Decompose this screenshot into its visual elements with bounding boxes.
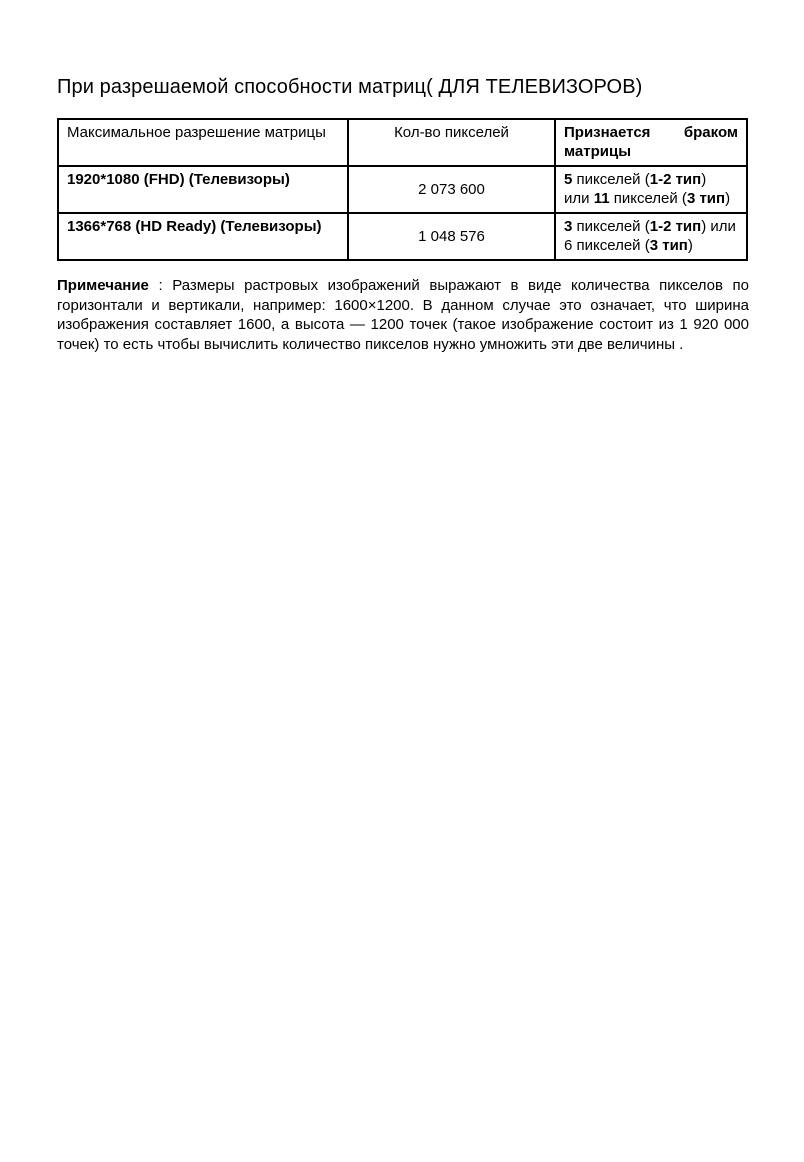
header-defect-line2: матрицы	[564, 143, 632, 160]
note-text: : Размеры растровых изображений выражают в виде количества пикселов по горизонтали и вертикали, например: 1600×1200. В данном случае это означает, что ширина изображения составляет 1600, а высота — 1200 точек (такое изображение состоит из 1 920 000 точек) то есть чтобы вычислить количество пикселов нужно умножить эти две величины .	[57, 277, 749, 353]
header-defect-line1	[564, 123, 738, 142]
header-resolution: Максимальное разрешение матрицы	[58, 119, 348, 166]
header-defect-word2: браком	[683, 124, 738, 141]
defect-line: 6 пикселей (3 тип)	[564, 237, 693, 254]
page-title: При разрешаемой способности матриц( ДЛЯ ТЕЛЕВИЗОРОВ)	[57, 76, 643, 98]
defect-cell	[555, 213, 747, 260]
resolution-cell: 1366*768 (HD Ready) (Телевизоры)	[58, 213, 348, 260]
table-row	[58, 166, 747, 213]
defect-cell	[555, 166, 747, 213]
pixel-count-cell: 1 048 576	[348, 213, 555, 260]
table-row	[58, 213, 747, 260]
defect-line: 3 пикселей (1-2 тип) или	[564, 218, 736, 235]
note-label: Примечание	[57, 277, 149, 294]
header-defect-word1: Признается	[564, 124, 651, 141]
note-paragraph	[57, 276, 749, 354]
defect-line: 5 пикселей (1-2 тип)	[564, 171, 707, 188]
header-pixel-count: Кол-во пикселей	[348, 119, 555, 166]
defect-line: или 11 пикселей (3 тип)	[564, 190, 731, 207]
pixel-count-cell: 2 073 600	[348, 166, 555, 213]
table-header-row	[58, 119, 747, 166]
header-defect	[555, 119, 747, 166]
resolution-table	[57, 118, 748, 261]
resolution-cell: 1920*1080 (FHD) (Телевизоры)	[58, 166, 348, 213]
